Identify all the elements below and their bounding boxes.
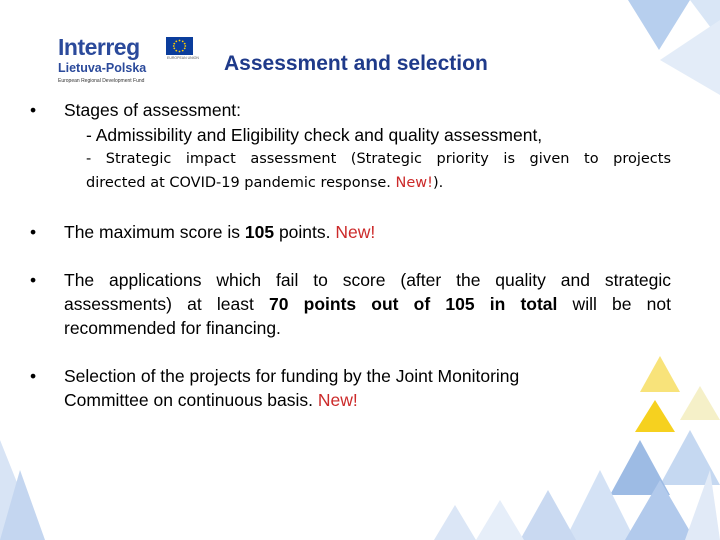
- threshold-line2-b: will be not: [557, 294, 671, 314]
- sub-item-strategic-line2-text: directed at COVID-19 pandemic response.: [86, 175, 396, 191]
- selection-line2-text: Committee on continuous basis.: [64, 390, 318, 410]
- deco-triangle: [660, 20, 720, 95]
- deco-triangle: [610, 440, 670, 495]
- deco-triangle: [520, 490, 576, 540]
- bullet-marker: •: [30, 222, 37, 242]
- bullet-text: [64, 268, 671, 340]
- deco-triangle: [690, 0, 720, 40]
- new-badge: New!: [395, 175, 433, 191]
- deco-triangle: [0, 440, 40, 540]
- deco-triangle: [660, 430, 720, 485]
- sub-item-admissibility: - Admissibility and Eligibility check and quality assessment,: [86, 125, 543, 145]
- sub-item-strategic-line2-end: ).: [432, 175, 444, 191]
- selection-line2: [64, 388, 671, 412]
- max-score-unit: points.: [274, 222, 336, 242]
- deco-triangle: [680, 386, 720, 420]
- threshold-line3: recommended for financing.: [64, 318, 281, 338]
- max-score-value: 105: [244, 222, 275, 242]
- sub-item-strategic-line2: [86, 171, 671, 195]
- sub-item-strategic-line1: - Strategic impact assessment (Strategic priority is given to projects: [86, 151, 671, 167]
- max-score-text: The maximum score is: [64, 222, 245, 242]
- new-badge: New!: [335, 222, 376, 242]
- threshold-line1: The applications which fail to score (after the quality and strategic: [64, 270, 671, 290]
- threshold-line2-a: assessments) at least: [64, 294, 270, 314]
- interreg-logo: [58, 34, 198, 84]
- threshold-line2: [64, 292, 671, 316]
- eu-flag-icon: [166, 37, 193, 55]
- bullet-marker: •: [30, 366, 37, 386]
- bullet-marker: •: [30, 100, 37, 120]
- slide-title: Assessment and selection: [224, 52, 488, 75]
- bullet-text: [64, 220, 671, 244]
- deco-triangle: [0, 470, 45, 540]
- deco-triangle: [434, 505, 476, 540]
- bullet-marker: •: [30, 270, 37, 290]
- logo-wordmark: Interreg: [58, 34, 140, 60]
- deco-triangle: [685, 470, 720, 540]
- sub-item-strategic: [86, 147, 671, 195]
- deco-triangle: [625, 480, 695, 540]
- deco-triangle: [565, 470, 635, 540]
- logo-fund: European Regional Development Fund: [58, 78, 145, 84]
- eu-caption: EUROPEAN UNION: [167, 56, 199, 60]
- bullet-label: Stages of assessment:: [64, 100, 242, 120]
- deco-triangle: [628, 0, 690, 50]
- selection-line1: Selection of the projects for funding by the Joint Monitoring: [64, 366, 520, 386]
- logo-programme: Lietuva-Polska: [58, 61, 147, 75]
- threshold-points: 70 points out of 105 in total: [269, 294, 558, 314]
- deco-triangle: [476, 500, 524, 540]
- bullet-text: [64, 364, 671, 412]
- new-badge: New!: [317, 390, 358, 410]
